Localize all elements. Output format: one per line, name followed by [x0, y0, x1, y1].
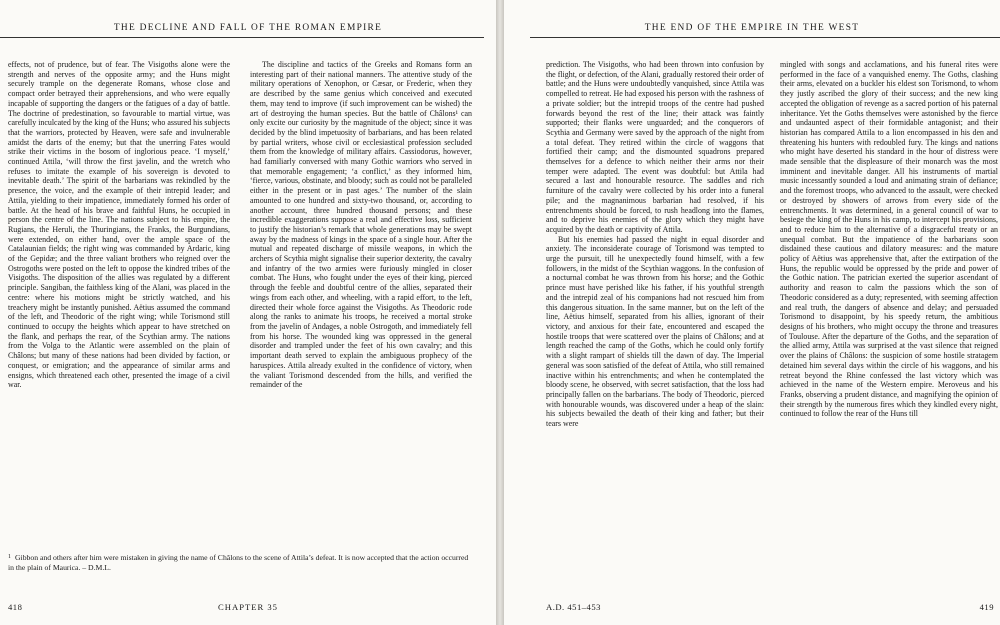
paragraph: prediction. The Visigoths, who had been thrown into confusion by the flight, or defection, of the Alani, gradually restored their order of battle; and the Huns were undoubtedly vanquished, since Attila was compelled to retreat. He had exposed his person with the rashness of a private soldier; but the intrepid troops of the centre had pushed forwards beyond the rest of the line; their attack was faintly supported; their flanks were unguarded; and the conquerors of Scythia and Germany were saved by the approach of the night from a total defeat. They retired within the circle of waggons that fortified their camp; and the dismounted squadrons prepared themselves for a defence to which neither their arms nor their temper were adapted. The event was doubtful: but Attila had secured a last and honourable resource. The saddles and rich furniture of the cavalry were collected by his order into a funeral pile; and the magnanimous barbarian had resolved, if his entrenchments should be forced, to rush headlong into the flames, and to deprive his enemies of the glory which they might have acquired by the death or captivity of Attila.: [546, 60, 764, 234]
running-head-right: THE END OF THE EMPIRE IN THE WEST: [644, 23, 860, 33]
running-head-left: THE DECLINE AND FALL OF THE ROMAN EMPIRE: [113, 23, 383, 33]
left-column-2: [250, 60, 472, 525]
page-number-right: 419: [979, 602, 994, 612]
paragraph: But his enemies had passed the night in equal disorder and anxiety. The inconsiderate courage of Torismond was tempted to urge the pursuit, till he unexpectedly found himself, with a few followers, in the midst of the Scythian waggons. In the confusion of a nocturnal combat he was thrown from his horse; and the Gothic prince must have perished like his father, if his youthful strength and the intrepid zeal of his companions had not rescued him from this dangerous situation. In the same manner, but on the left of the line, Aëtius himself, separated from his allies, ignorant of their victory, and anxious for their fate, encountered and escaped the hostile troops that were scattered over the plains of Châlons; and at length reached the camp of the Goths, which he could only fortify with a slight rampart of shields till the dawn of day. The Imperial general was soon satisfied of the defeat of Attila, who still remained inactive within his entrenchments; and when he contemplated the bloody scene, he observed, with secret satisfaction, that the loss had principally fallen on the barbarians. The body of Theodoric, pierced with honourable wounds, was discovered under a heap of the slain: his subjects bewailed the death of their king and father; but their tears were: [546, 234, 764, 429]
paragraph: effects, not of prudence, but of fear. The Visigoths alone were the strength and nerves of the opposite army; and the Huns might securely trample on the degenerate Romans, whose close and compact order betrayed their apprehensions, and who were equally incapable of supporting the dangers or the fatigues of a day of battle. The doctrine of predestination, so favourable to martial virtue, was carefully inculcated by the king of the Huns; who assured his subjects that the warriors, protected by Heaven, were safe and invulnerable amidst the darts of the enemy; but that the unerring Fates would strike their victims in the bosom of inglorious peace. ‘I myself,’ continued Attila, ‘will throw the first javelin, and the wretch who refuses to imitate the example of his sovereign is devoted to inevitable death.’ The spirit of the barbarians was rekindled by the presence, the voice, and the example of their intrepid leader; and Attila, yielding to their impatience, immediately formed his order of battle. At the head of his brave and faithful Huns, he occupied in person the centre of the line. The nations subject to his empire, the Rugians, the Heruli, the Thuringians, the Franks, the Burgundians, were extended, on either hand, over the ample space of the Catalaunian fields; the right wing was commanded by Ardaric, king of the Gepidæ; and the three valiant brothers who reigned over the Ostrogoths were posted on the left to oppose the kindred tribes of the Visigoths. The disposition of the allies was regulated by a different principle. Sangiban, the faithless king of the Alani, was placed in the centre: where his motions might be strictly watched, and his treachery might be instantly punished. Aëtius assumed the command of the left, and Theodoric of the right wing; while Torismond still continued to occupy the heights which appear to have stretched on the flank, and perhaps the rear, of the Scythian army. The nations from the Volga to the Atlantic were assembled on the plain of Châlons; but many of these nations had been divided by faction, or conquest, or emigration; and the appearance of similar arms and ensigns, which threatened each other, presented the image of a civil war.: [8, 60, 230, 390]
right-page: [504, 0, 1000, 625]
chapter-label: CHAPTER 35: [218, 602, 278, 612]
paragraph: The discipline and tactics of the Greeks and Romans form an interesting part of their national manners. The attentive study of the military operations of Xenophon, or Cæsar, or Frederic, when they are described by the same genius which conceived and executed them, may tend to improve (if such improvement can be wished) the art of destroying the human species. But the battle of Châlons¹ can only excite our curiosity by the magnitude of the object; since it was decided by the blind impetuosity of barbarians, and has been related by partial writers, whose civil or ecclesiastical profession secluded them from the knowledge of military affairs. Cassiodorus, however, had familiarly conversed with many Gothic warriors who served in that memorable engagement; ‘a conflict,’ as they informed him, ‘fierce, various, obstinate, and bloody; such as could not be paralleled either in the present or in past ages.’ The number of the slain amounted to one hundred and sixty-two thousand, or, according to another account, three hundred thousand persons; and these incredible exaggerations suppose a real and effective loss, sufficient to justify the historian’s remark that whole generations may be swept away by the madness of kings in the space of a single hour. After the mutual and repeated discharge of missile weapons, in which the archers of Scythia might signalise their superior dexterity, the cavalry and infantry of the two armies were furiously mingled in closer combat. The Huns, who fought under the eyes of their king, pierced through the feeble and doubtful centre of the allies, separated their wings from each other, and wheeling, with a rapid effort, to the left, directed their whole force against the Visigoths. As Theodoric rode along the ranks to animate his troops, he received a mortal stroke from the javelin of Andages, a noble Ostrogoth, and immediately fell from his horse. The wounded king was oppressed in the general disorder and trampled under the feet of his own cavalry; and this important death served to explain the ambiguous prophecy of the haruspices. Attila already exulted in the confidence of victory, when the valiant Torismond descended from the hills, and verified the remainder of the: [250, 60, 472, 390]
left-column-1: [8, 60, 230, 525]
date-range: A.D. 451–453: [546, 602, 601, 612]
footnote-mark: 1: [8, 554, 11, 560]
page-number-left: 418: [8, 602, 23, 612]
right-column-2: [780, 60, 998, 525]
book-gutter: [496, 0, 504, 625]
paragraph: mingled with songs and acclamations, and his funeral rites were performed in the face of a vanquished enemy. The Goths, clashing their arms, elevated on a buckler his eldest son Torismond, to whom they justly ascribed the glory of their success; and the new king accepted the obligation of revenge as a sacred portion of his paternal inheritance. Yet the Goths themselves were astonished by the fierce and undaunted aspect of their formidable antagonist; and their historian has compared Attila to a lion encompassed in his den and threatening his hunters with redoubled fury. The kings and nations who might have deserted his standard in the hour of distress were made sensible that the displeasure of their monarch was the most imminent and inevitable danger. All his instruments of martial music incessantly sounded a loud and animating strain of defiance; and the foremost troops, who advanced to the assault, were checked or destroyed by showers of arrows from every side of the entrenchments. It was determined, in a general council of war to besiege the king of the Huns in his camp, to intercept his provisions, and to reduce him to the alternative of a disgraceful treaty or an unequal combat. But the impatience of the barbarians soon disdained these cautious and dilatory measures: and the mature policy of Aëtius was apprehensive that, after the extirpation of the Huns, the republic would be oppressed by the pride and power of the Gothic nation. The patrician exerted the superior ascendant of authority and reason to calm the passions which the son of Theodoric considered as a duty; represented, with seeming affection and real truth, the dangers of absence and delay; and persuaded Torismond to disappoint, by his speedy return, the ambitious designs of his brothers, who might occupy the throne and treasures of Toulouse. After the departure of the Goths, and the separation of the allied army, Attila was surprised at the vast silence that reigned over the plains of Châlons: the suspicion of some hostile stratagem detained him several days within the circle of his waggons, and his retreat beyond the Rhine confessed the last victory which was achieved in the name of the Western empire. Meroveus and his Franks, observing a prudent distance, and magnifying the opinion of their strength by the numerous fires which they kindled every night, continued to follow the rear of the Huns till: [780, 60, 998, 419]
left-page: [0, 0, 496, 625]
footnote-text: Gibbon and others after him were mistaken in giving the name of Châlons to the scene of Attila’s defeat. It is now accepted that the action occurred in the plain of Maurica. – D.M.L.: [8, 553, 469, 572]
left-page-columns: [8, 60, 472, 525]
header-rule-right: [530, 37, 1000, 38]
footnote: [8, 553, 472, 572]
right-column-1: [546, 60, 764, 525]
right-page-columns: [546, 60, 998, 525]
header-rule-left: [0, 37, 484, 38]
